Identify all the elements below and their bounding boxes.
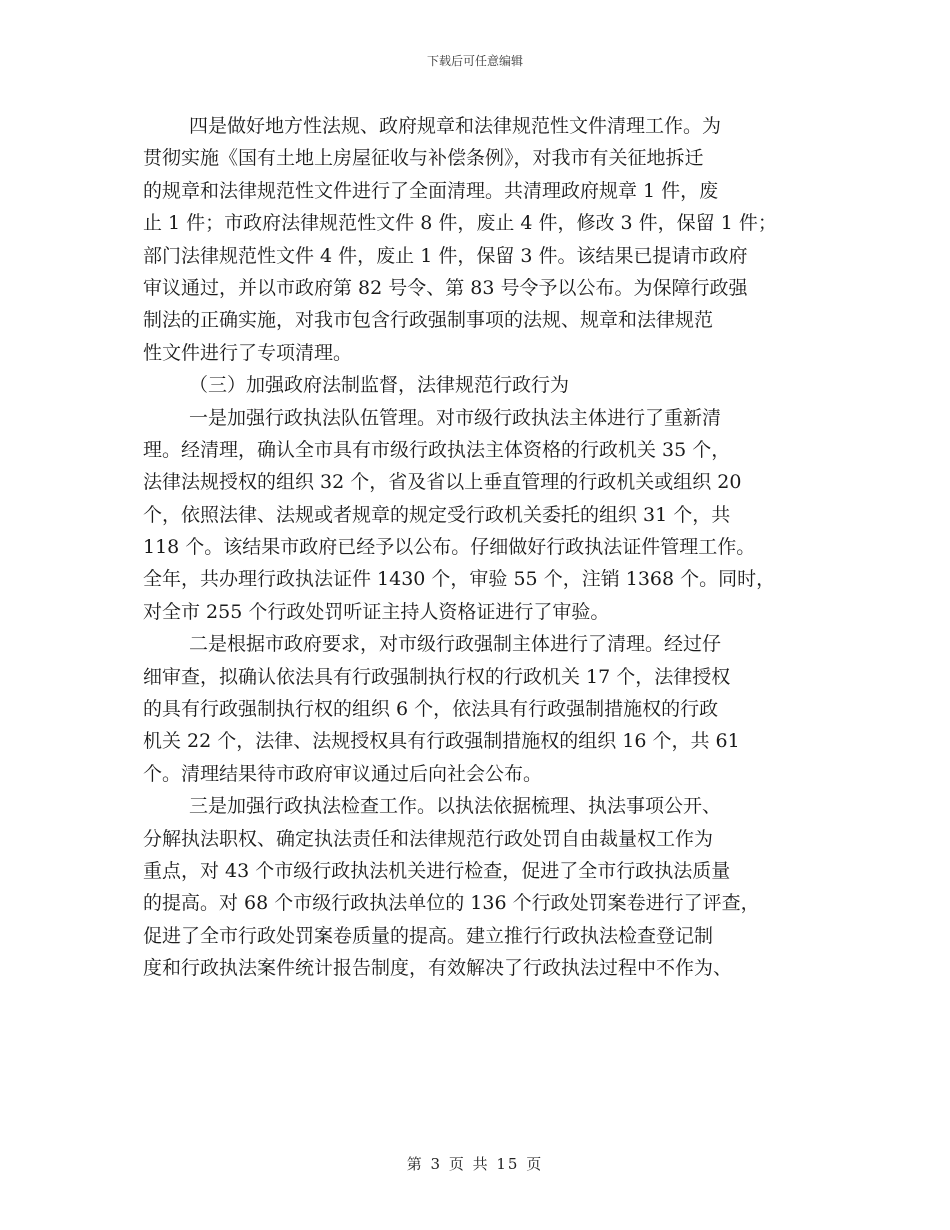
paragraph-line: 机关 22 个，法律、法规授权具有行政强制措施权的组织 16 个，共 61 [143,730,740,753]
paragraph-line: 重点，对 43 个市级行政执法机关进行检查，促进了全市行政执法质量 [143,859,731,882]
paragraph-line: 个。清理结果待市政府审议通过后向社会公布。 [143,762,543,785]
paragraph-line: 的规章和法律规范性文件进行了全面清理。共清理政府规章 1 件，废 [143,179,719,202]
paragraph-line: 对全市 255 个行政处罚听证主持人资格证进行了审验。 [143,600,610,623]
paragraph-line: 促进了全市行政处罚案卷质量的提高。建立推行行政执法检查登记制 [143,924,714,947]
page-header: 下载后可任意编辑 [426,54,523,68]
paragraph-line: 止 1 件；市政府法律规范性文件 8 件，废止 4 件，修改 3 件，保留 1 件； [143,212,777,235]
paragraph-line: 的提高。对 68 个市级行政执法单位的 136 个行政处罚案卷进行了评查， [143,892,760,915]
paragraph-line: 个，依照法律、法规或者规章的规定受行政机关委托的组织 31 个，共 [143,503,731,526]
paragraph-line: 审议通过，并以市政府第 82 号令、第 83 号令予以公布。为保障行政强 [143,276,748,299]
paragraph-line: 一是加强行政执法队伍管理。对市级行政执法主体进行了重新清 [189,406,722,429]
paragraph-line: 分解执法职权、确定执法责任和法律规范行政处罚自由裁量权工作为 [143,827,714,850]
paragraph-line: 度和行政执法案件统计报告制度，有效解决了行政执法过程中不作为、 [143,957,733,980]
paragraph-line: 四是做好地方性法规、政府规章和法律规范性文件清理工作。为 [189,115,722,137]
paragraph-line: 二是根据市政府要求，对市级行政强制主体进行了清理。经过仔 [189,633,722,656]
paragraph-line: 性文件进行了专项清理。 [143,341,353,364]
paragraph-line: 法律法规授权的组织 32 个，省及省以上垂直管理的行政机关或组织 20 [143,471,742,494]
paragraph-line: 118 个。该结果市政府已经予以公布。仔细做好行政执法证件管理工作。 [143,536,756,559]
paragraph-line: 细审查，拟确认依法具有行政强制执行权的行政机关 17 个，法律授权 [143,665,731,688]
paragraph-line: 三是加强行政执法检查工作。以执法依据梳理、执法事项公开、 [189,795,722,818]
paragraph-line: 制法的正确实施，对我市包含行政强制事项的法规、规章和法律规范 [143,309,714,332]
paragraph-line: 的具有行政强制执行权的组织 6 个，依法具有行政强制措施权的行政 [143,698,719,721]
document-body [143,110,815,985]
paragraph-line: 贯彻实施《国有土地上房屋征收与补偿条例》，对我市有关征地拆迁 [143,147,704,170]
paragraph-line: 部门法律规范性文件 4 件，废止 1 件，保留 3 件。该结果已提请市政府 [143,244,748,267]
paragraph-line: 理。经清理，确认全市具有市级行政执法主体资格的行政机关 35 个， [143,438,731,461]
section-heading: （三）加强政府法制监督，法律规范行政行为 [189,374,570,397]
paragraph-line: 全年，共办理行政执法证件 1430 个，审验 55 个，注销 1368 个。同时， [143,568,776,591]
page-number-footer: 第 3 页 共 15 页 [406,1155,544,1173]
